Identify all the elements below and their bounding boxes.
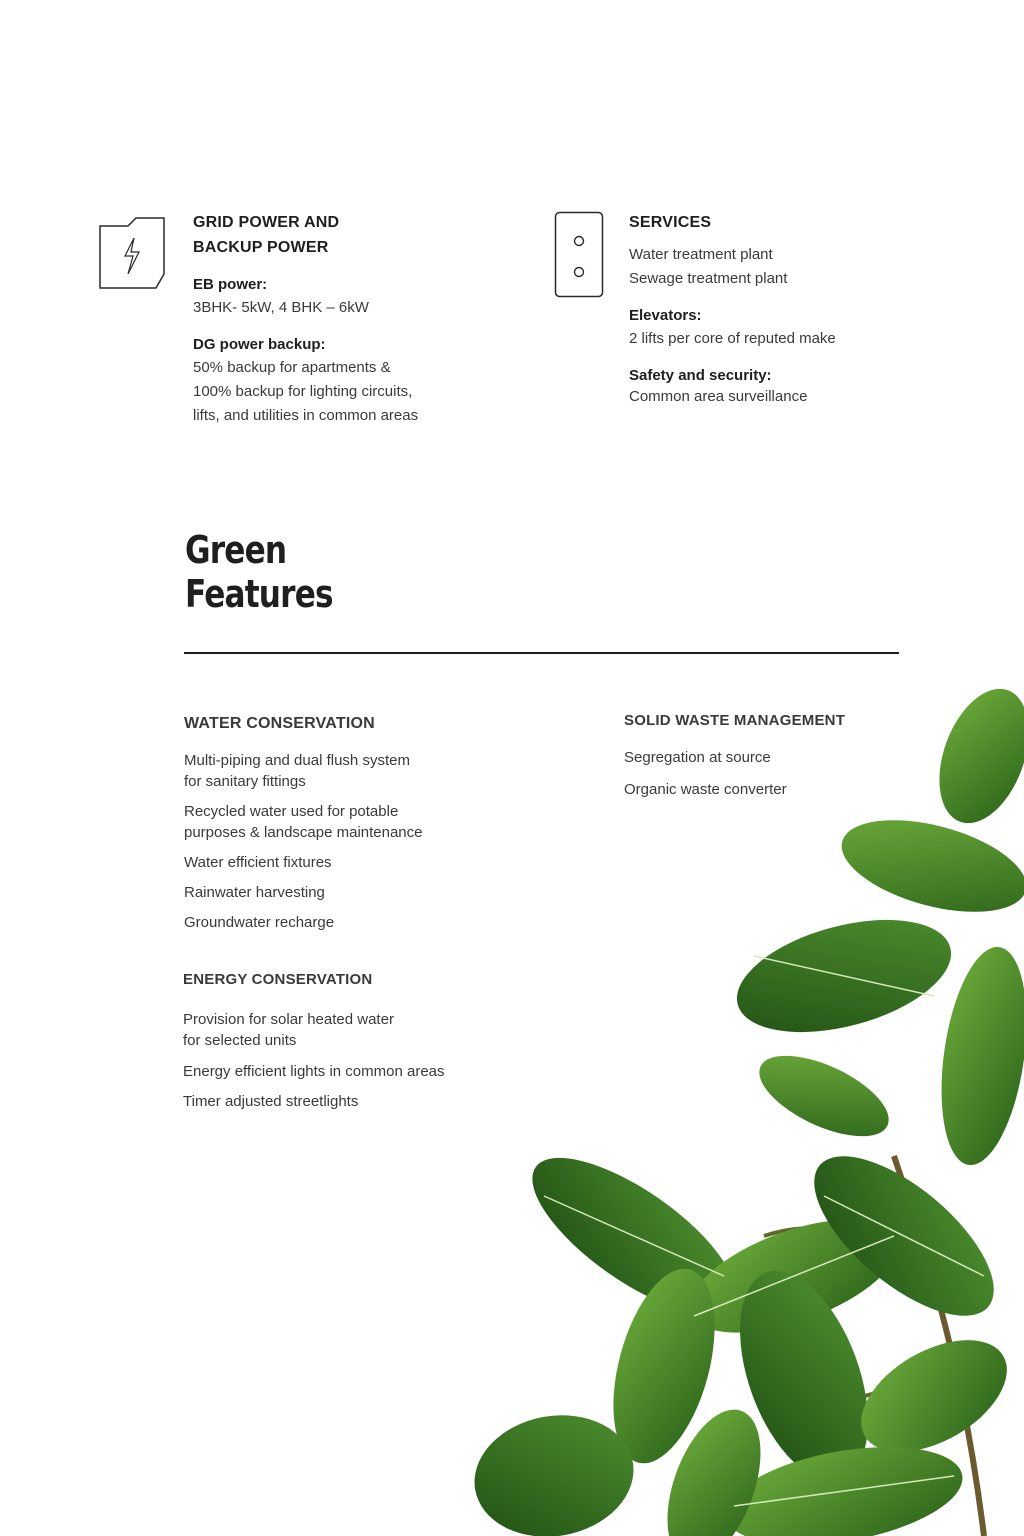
services-item: Water treatment plant: [629, 246, 773, 263]
safety-value: Common area surveillance: [629, 388, 808, 405]
list-item: [183, 1061, 563, 1082]
divider: [184, 652, 899, 654]
elevators-label: Elevators:: [629, 307, 702, 324]
list-item-line: Timer adjusted streetlights: [183, 1093, 359, 1110]
list-item-line: Recycled water used for potable: [184, 803, 399, 820]
water-conservation-heading: WATER CONSERVATION: [184, 715, 375, 732]
water-conservation-block: [184, 713, 564, 933]
power-outlet-lightning-icon: [98, 216, 168, 290]
page-title-line-2: Features: [185, 572, 333, 616]
list-item: Segregation at source: [624, 749, 771, 766]
list-item-line: Provision for solar heated water: [183, 1011, 394, 1028]
services-heading: SERVICES: [629, 214, 712, 231]
page-title-line-1: Green: [185, 528, 287, 572]
list-item: [184, 852, 564, 873]
energy-conservation-block: [183, 969, 563, 1112]
services-item: Sewage treatment plant: [629, 270, 788, 287]
elevators-value: 2 lifts per core of reputed make: [629, 330, 836, 347]
list-item: [184, 750, 564, 792]
list-item-line: purposes & landscape maintenance: [184, 824, 423, 841]
list-item: [183, 1009, 563, 1051]
eb-power-value: 3BHK- 5kW, 4 BHK – 6kW: [193, 299, 369, 316]
list-item: [184, 801, 564, 843]
solid-waste-heading: SOLID WASTE MANAGEMENT: [624, 712, 846, 729]
list-item-line: Energy efficient lights in common areas: [183, 1063, 445, 1080]
dg-backup-line: lifts, and utilities in common areas: [193, 407, 419, 424]
list-item: [184, 912, 564, 933]
elevator-panel-icon: [554, 211, 604, 299]
energy-conservation-heading: ENERGY CONSERVATION: [183, 971, 373, 988]
list-item-line: for sanitary fittings: [184, 773, 306, 790]
list-item: Organic waste converter: [624, 781, 787, 798]
list-item-line: for selected units: [183, 1032, 297, 1049]
grid-power-block: [193, 210, 513, 428]
dg-backup-line: 100% backup for lighting circuits,: [193, 383, 413, 400]
solid-waste-block: [624, 710, 944, 800]
list-item-line: Groundwater recharge: [184, 914, 335, 931]
list-item: [183, 1091, 563, 1112]
eb-power-label: EB power:: [193, 276, 268, 293]
list-item: [184, 882, 564, 903]
list-item-line: Water efficient fixtures: [184, 854, 332, 871]
list-item-line: Multi-piping and dual flush system: [184, 752, 410, 769]
services-block: [629, 210, 969, 407]
safety-label: Safety and security:: [629, 367, 772, 384]
dg-backup-line: 50% backup for apartments &: [193, 359, 391, 376]
page-title: [185, 528, 333, 616]
dg-backup-label: DG power backup:: [193, 336, 326, 353]
list-item-line: Rainwater harvesting: [184, 884, 325, 901]
grid-power-heading-2: BACKUP POWER: [193, 239, 329, 256]
grid-power-heading-1: GRID POWER AND: [193, 214, 340, 231]
